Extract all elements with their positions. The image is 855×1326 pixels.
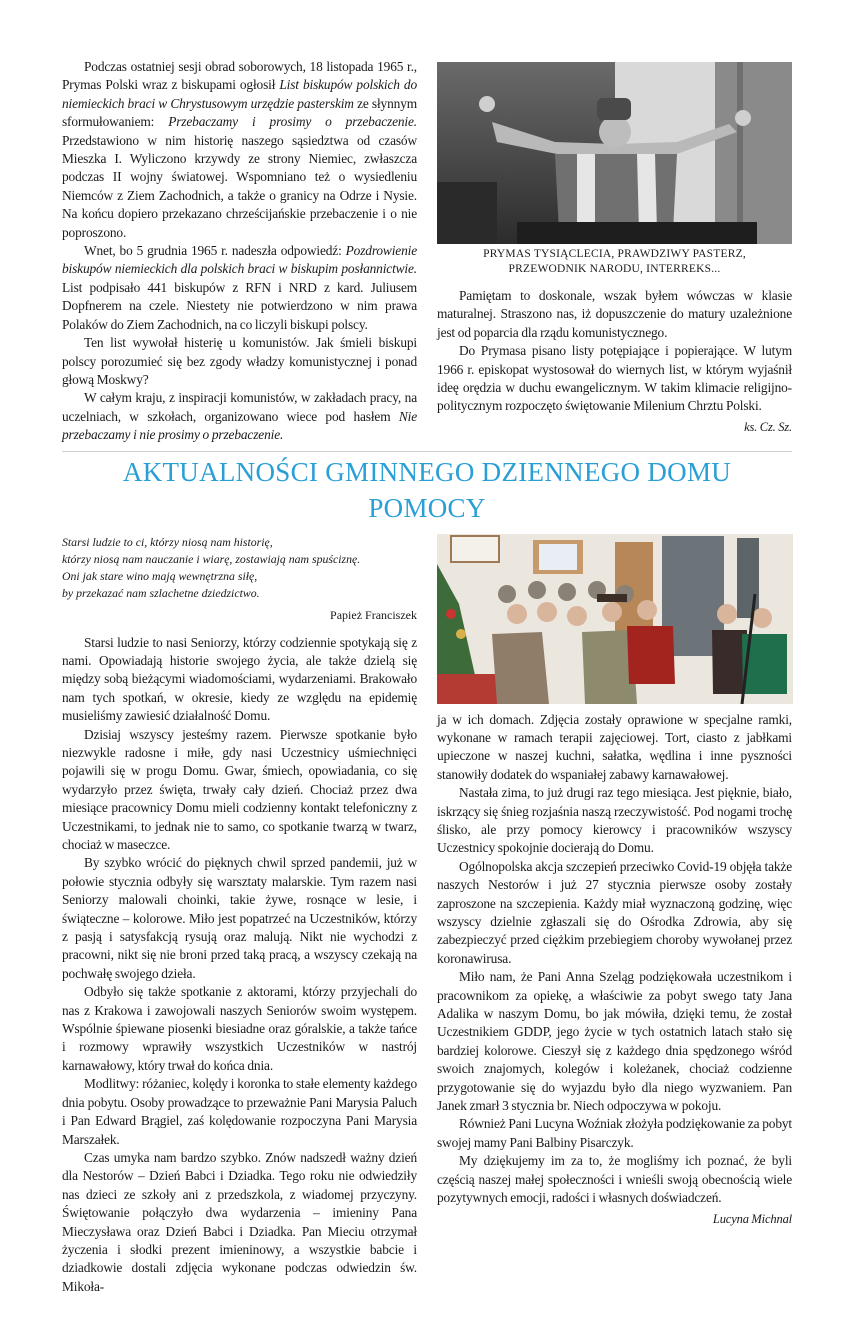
poem-line: którzy niosą nam nauczanie i wiarę, zostawiają nam spuściznę.	[62, 551, 361, 566]
article1-signature: ks. Cz. Sz.	[744, 419, 792, 434]
article1-right-column	[437, 287, 792, 436]
article2-right-paragraphs	[437, 784, 792, 1207]
paragraph: Dzisiaj wszyscy jesteśmy razem. Pierwsze spotkanie było niezwykle radosne i miłe, gdy nasi Uczestnicy uśmiechnięci pojawili się w progu Domu. Gwar, śmiech, opowiadania, co się wydarzyło przez święta, trwały cały dzień. Chociaż przez dwa miesiące pracownicy Domu mieli codzienny kontakt telefoniczny z Uczestnikami, to jednak nie to samo, co spotkanie twarzą w twarz, chociaż w maseczce.	[62, 726, 417, 852]
paragraph: Również Pani Lucyna Woźniak złożyła podziękowanie za pobyt swojej mamy Pani Balbiny Pisarczyk.	[437, 1116, 792, 1150]
text: Przedstawiono w nim historię naszego sąsiedztwa od czasów Mieszka I. Wyliczono krzywdy ze strony Niemiec, zwłaszcza podczas II wojny światowej. Wspomniano też o wysiedleniu Niemców z Ziem Zachodnich, a także o granicy na Odrze i Nysie. Na końcu dopiero przekazano chrześcijańskie przebaczenie i o nie poproszono.	[62, 132, 417, 240]
article2-left-column	[62, 634, 417, 1297]
text: List podpisało 441 biskupów z RFN i NRD z kard. Juliusem Dopfnerem na czele. Niestety nie potwierdzono w nim prawa Polaków do Ziem Zachodnich, na co liczyli biskupi polscy.	[62, 279, 417, 332]
poem-author: Papież Franciszek	[330, 607, 417, 622]
article2-left-block	[62, 534, 417, 1297]
article1-right-block	[437, 58, 792, 436]
italic-text: Nie przebaczamy i nie prosimy o przebaczenie.	[62, 408, 417, 443]
primate-photo	[437, 62, 792, 244]
poem-line: Starsi ludzie to ci, którzy niosą nam historię,	[62, 534, 273, 549]
article2-right-column	[437, 711, 792, 1228]
paragraph: Odbyło się także spotkanie z aktorami, którzy przyjechali do nas z Krakowa i zawojowali naszych Seniorów swoim występem. Wspólnie śpiewane piosenki biesiadne oraz góralskie, a także tańce i rozmowy wprawiły wszystkich Uczestników w nastrój karnawałowy, który trwał do końca dnia.	[62, 984, 417, 1073]
poem-line: Oni jak stare wino mają wewnętrzna siłę,	[62, 568, 258, 583]
paragraph: My dziękujemy im za to, że mogliśmy ich poznać, że byli częścią naszej małej społeczności i wnieśli swoją obecnością wiele pozytywnych emocji, radości i własnych doświadczeń.	[437, 1153, 792, 1206]
section-divider	[62, 451, 792, 452]
paragraph	[437, 342, 792, 416]
caption-line-2: PRZEWODNIK NARODU, INTERREKS...	[508, 263, 721, 275]
article1-right-paragraphs	[437, 287, 792, 416]
text: W całym kraju, z inspiracji komunistów, w zakładach pracy, na uczelniach, w szkołach, organizowano wiece pod hasłem	[62, 390, 417, 424]
italic-text: Pozdrowienie biskupów niemieckich dla polskich braci w biskupim posłannictwie.	[62, 243, 417, 277]
paragraph	[437, 287, 792, 342]
article2-right-block	[437, 534, 792, 1228]
text: Do Prymasa pisano listy potępiające i popierające. W lutym 1966 r. episkopat wystosował do wiernych list, w którym wyjaśnił ideę orędzia w duchu ewangelicznym. W takim klimacie religijno-politycznym rozpoczęto świętowanie Milenium Chrztu Polski.	[437, 343, 792, 414]
article1-left-column	[62, 58, 417, 445]
poem-line: by przekazać nam szlachetne dziedzictwo.	[62, 585, 260, 600]
paragraph: Miło nam, że Pani Anna Szeląg podziękowała uczestnikom i pracownikom za opiekę, a właściwie za pobyt swego taty Jana Adalika w naszym Domu, bo jak mówiła, dzięki temu, że został Uczestnikiem GDDP, jego życie w tych ostatnich latach stało się bardziej kolorowe. Cieszył się z każdego dnia spędzonego wśród swoich znajomych, kolegów i koleżanek, chociaż codzienne przygotowanie się do wyjazdu było dla niego wyzwaniem. Pan Janek zmarł 3 stycznia br. Niech odpoczywa w pokoju.	[437, 969, 792, 1114]
paragraph: Czas umyka nam bardzo szybko. Znów nadszedł ważny dzień dla Nestorów – Dzień Babci i Dziadka. Tego roku nie odwiedziły nas dzieci ze szkoły ani z przedszkola, z wiadomej przyczyny. Świętowanie połączyło dwa wydarzenia – imieniny Pana Mieczysława oraz Dzień Babci i Dziadka. Pan Mieciu otrzymał życzenia i słodki prezent imieninowy, a wszystkie babcie i dziadkowie dostali zdjęcia wykonane podczas odwiedzin św. Mikoła-	[62, 1149, 417, 1294]
primate-photo-image	[437, 62, 792, 244]
paragraph: Ogólnopolska akcja szczepień przeciwko Covid-19 objęła także naszych Nestorów i już 27 stycznia pierwsze osoby zostały zaproszone na szczepienia. Każdy miał wyznaczoną godzinę, więc wszyscy dzielnie zgłaszali się do Ośrodka Zdrowia, aby się zabezpieczyć przed ciężkim przebiegiem choroby wywołanej przez koronawirusa.	[437, 858, 792, 966]
text: ze słynnym sformułowaniem:	[62, 95, 418, 130]
seniors-group-photo	[437, 534, 793, 704]
article2-continuation: ja w ich domach. Zdjęcia zostały oprawione w specjalne ramki, wykonane w ramach terapii zajęciowej. Tort, ciasto z jabłkami upieczone w naszej kuchni, sałatka, wędlina i inne pyszności stanowiły dodatek do wspaniałej zabawy karnawałowej.	[437, 711, 792, 782]
paragraph	[62, 58, 417, 242]
primate-photo-caption	[437, 247, 792, 277]
paragraph	[62, 334, 417, 389]
paragraph: By szybko wrócić do pięknych chwil sprzed pandemii, już w połowie stycznia odbyły się warsztaty malarskie. Tym razem nasi Seniorzy malowali choinki, takie żywe, rosnące w lesie, i świąteczne – kolorowe. Miło jest popatrzeć na Uczestników, którzy z pasją i satysfakcją rysują oraz malują. Nikt nie wychodzi z pracowni, nikt się nie broni przed taką pracą, a wszyscy czekają na pochwałę swojego dzieła.	[62, 855, 417, 981]
paragraph: Nastała zima, to już drugi raz tego miesiąca. Jest pięknie, biało, iskrzący się śnieg rozjaśnia naszą rzeczywistość. Pod nogami trochę ślisko, ale przy pomocy kierowcy i pracowników wszyscy Uczestnicy spokojnie docierają do Domu.	[437, 785, 792, 856]
paragraph	[62, 389, 417, 444]
article1	[62, 58, 792, 445]
article2-signature: Lucyna Michnal	[712, 1211, 792, 1226]
seniors-photo-image	[437, 534, 793, 704]
italic-text: Przebaczamy i prosimy o przebaczenie.	[168, 114, 417, 130]
text: Podczas ostatniej sesji obrad soborowych, 18 listopada 1965 r., Prymas Polski wraz z biskupami ogłosił	[62, 59, 417, 93]
section-title: AKTUALNOŚCI GMINNEGO DZIENNEGO DOMU POMOCY	[122, 456, 732, 523]
paragraph	[62, 242, 417, 334]
text: Pamiętam to doskonale, wszak byłem wówczas w klasie maturalnej. Straszono nas, iż dopuszczenie do matury uzależnione jest od poparcia dla rządu komunistycznego.	[437, 288, 792, 340]
text: Ten list wywołał histerię u komunistów. Jak śmieli biskupi polscy porozumieć się bez zgody władzy komunistycznej i ponad głową Moskwy?	[62, 335, 417, 387]
text: Wnet, bo 5 grudnia 1965 r. nadeszła odpowiedź:	[84, 243, 346, 259]
italic-text: List biskupów polskich do niemieckich braci w Chrystusowym urzędzie pasterskim	[62, 77, 417, 111]
paragraph: Starsi ludzie to nasi Seniorzy, którzy codziennie spotykają się z nami. Opowiadają historie swojego życia, ale także dzielą się między sobą bieżącymi wiadomościami, wydarzeniami. Brakowało nam tych spotkań, w okresie, kiedy ze względu na epidemię musieliśmy zawiesić działalność Domu.	[62, 634, 417, 724]
epigraph-poem	[62, 534, 417, 624]
article2	[62, 534, 792, 1297]
paragraph: Modlitwy: różaniec, kolędy i koronka to stałe elementy każdego dnia pobytu. Osoby prowadzące to przeważnie Pani Marysia Paluch i Pan Edward Brągiel, zaś kolędowanie rozpoczyna Pani Marysia Marszałek.	[62, 1076, 417, 1147]
caption-line-1: PRYMAS TYSIĄCLECIA, PRAWDZIWY PASTERZ,	[483, 248, 746, 260]
